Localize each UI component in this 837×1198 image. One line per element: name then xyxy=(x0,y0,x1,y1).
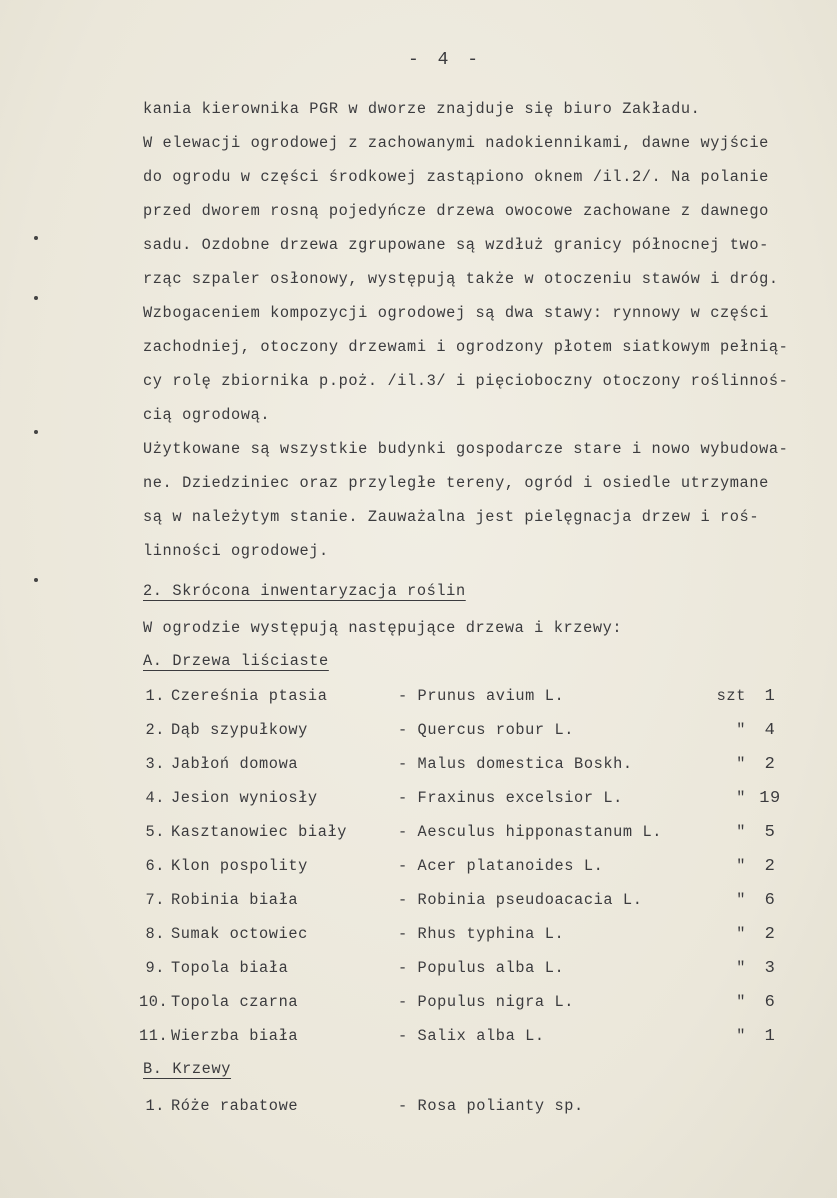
text-line: Wzbogaceniem kompozycji ogrodowej są dwa stawy: rynnowy w części xyxy=(143,304,769,322)
text-line: ne. Dziedziniec oraz przyległe tereny, ogród i osiedle utrzymane xyxy=(143,474,769,492)
table-row xyxy=(0,993,837,1023)
count: 4 xyxy=(764,721,776,740)
count: 1 xyxy=(764,1027,776,1046)
unit: " xyxy=(736,993,746,1011)
text-line: rząc szpaler osłonowy, występują także w otoczeniu stawów i dróg. xyxy=(143,270,779,288)
plant-latin-name: - Salix alba L. xyxy=(398,1027,545,1045)
unit: " xyxy=(736,857,746,875)
plant-common-name: Jesion wyniosły xyxy=(171,789,318,807)
plant-common-name: Czereśnia ptasia xyxy=(171,687,328,705)
unit: " xyxy=(736,755,746,773)
plant-latin-name: - Rhus typhina L. xyxy=(398,925,565,943)
row-number: 5. xyxy=(145,823,165,841)
text-line: W elewacji ogrodowej z zachowanymi nadokiennikami, dawne wyjście xyxy=(143,134,769,152)
plant-common-name: Kasztanowiec biały xyxy=(171,823,348,841)
plant-common-name: Topola biała xyxy=(171,959,289,977)
plant-common-name: Wierzba biała xyxy=(171,1027,299,1045)
text-line: sadu. Ozdobne drzewa zgrupowane są wzdłuż granicy północnej two- xyxy=(143,236,769,254)
table-row xyxy=(0,857,837,887)
plant-latin-name: - Robinia pseudoacacia L. xyxy=(398,891,643,909)
count: 2 xyxy=(764,925,776,944)
table-row xyxy=(0,823,837,853)
table-row xyxy=(0,755,837,785)
plant-latin-name: - Populus nigra L. xyxy=(398,993,575,1011)
count: 2 xyxy=(764,857,776,876)
plant-latin-name: - Populus alba L. xyxy=(398,959,565,977)
table-row xyxy=(0,789,837,819)
row-number: 4. xyxy=(145,789,165,807)
binder-hole-mark xyxy=(34,236,38,240)
table-row xyxy=(0,925,837,955)
plant-latin-name: - Fraxinus excelsior L. xyxy=(398,789,623,807)
count: 5 xyxy=(764,823,776,842)
binder-hole-mark xyxy=(34,578,38,582)
unit: " xyxy=(736,959,746,977)
plant-common-name: Klon pospolity xyxy=(171,857,308,875)
count: 6 xyxy=(764,993,776,1012)
table-row xyxy=(0,959,837,989)
row-number: 8. xyxy=(145,925,165,943)
page-number: - 4 - xyxy=(408,50,483,70)
plant-common-name: Robinia biała xyxy=(171,891,299,909)
row-number: 2. xyxy=(145,721,165,739)
row-number: 10. xyxy=(139,993,169,1011)
table-row xyxy=(0,891,837,921)
unit: " xyxy=(736,891,746,909)
body-paragraph xyxy=(143,92,808,568)
row-number: 1. xyxy=(145,1097,165,1115)
row-number: 7. xyxy=(145,891,165,909)
text-line: cią ogrodową. xyxy=(143,406,271,424)
plant-latin-name: - Aesculus hipponastanum L. xyxy=(398,823,663,841)
plant-latin-name: - Rosa polianty sp. xyxy=(398,1097,584,1115)
count: 2 xyxy=(764,755,776,774)
group-heading-shrubs: B. Krzewy xyxy=(143,1060,232,1078)
plant-common-name: Jabłoń domowa xyxy=(171,755,299,773)
count: 6 xyxy=(764,891,776,910)
binder-hole-mark xyxy=(34,296,38,300)
plant-common-name: Sumak octowiec xyxy=(171,925,308,943)
section-heading: 2. Skrócona inwentaryzacja roślin xyxy=(143,582,466,600)
binder-hole-mark xyxy=(34,430,38,434)
plant-common-name: Róże rabatowe xyxy=(171,1097,299,1115)
plant-common-name: Topola czarna xyxy=(171,993,299,1011)
unit: " xyxy=(736,823,746,841)
unit: " xyxy=(736,1027,746,1045)
plant-latin-name: - Quercus robur L. xyxy=(398,721,575,739)
text-line: do ogrodu w części środkowej zastąpiono oknem /il.2/. Na polanie xyxy=(143,168,769,186)
plant-common-name: Dąb szypułkowy xyxy=(171,721,308,739)
text-line: są w należytym stanie. Zauważalna jest pielęgnacja drzew i roś- xyxy=(143,508,760,526)
count: 1 xyxy=(764,687,776,706)
unit: " xyxy=(736,789,746,807)
plant-latin-name: - Prunus avium L. xyxy=(398,687,565,705)
group-heading-deciduous-trees: A. Drzewa liściaste xyxy=(143,652,329,670)
table-row xyxy=(0,1097,837,1127)
table-row xyxy=(0,1027,837,1057)
text-line: linności ogrodowej. xyxy=(143,542,329,560)
table-row xyxy=(0,687,837,717)
unit: " xyxy=(736,721,746,739)
count: 3 xyxy=(764,959,776,978)
unit: szt xyxy=(716,687,746,705)
table-row xyxy=(0,721,837,751)
count: 19 xyxy=(759,789,781,808)
row-number: 3. xyxy=(145,755,165,773)
row-number: 9. xyxy=(145,959,165,977)
text-line: Użytkowane są wszystkie budynki gospodarcze stare i nowo wybudowa- xyxy=(143,440,789,458)
text-line: kania kierownika PGR w dworze znajduje się biuro Zakładu. xyxy=(143,100,701,118)
plant-latin-name: - Acer platanoides L. xyxy=(398,857,604,875)
inventory-intro: W ogrodzie występują następujące drzewa i krzewy: xyxy=(143,619,623,637)
row-number: 1. xyxy=(145,687,165,705)
text-line: cy rolę zbiornika p.poż. /il.3/ i pięcioboczny otoczony roślinnoś- xyxy=(143,372,789,390)
plant-latin-name: - Malus domestica Boskh. xyxy=(398,755,633,773)
unit: " xyxy=(736,925,746,943)
text-line: przed dworem rosną pojedyńcze drzewa owocowe zachowane z dawnego xyxy=(143,202,769,220)
text-line: zachodniej, otoczony drzewami i ogrodzony płotem siatkowym pełnią- xyxy=(143,338,789,356)
row-number: 6. xyxy=(145,857,165,875)
row-number: 11. xyxy=(139,1027,169,1045)
